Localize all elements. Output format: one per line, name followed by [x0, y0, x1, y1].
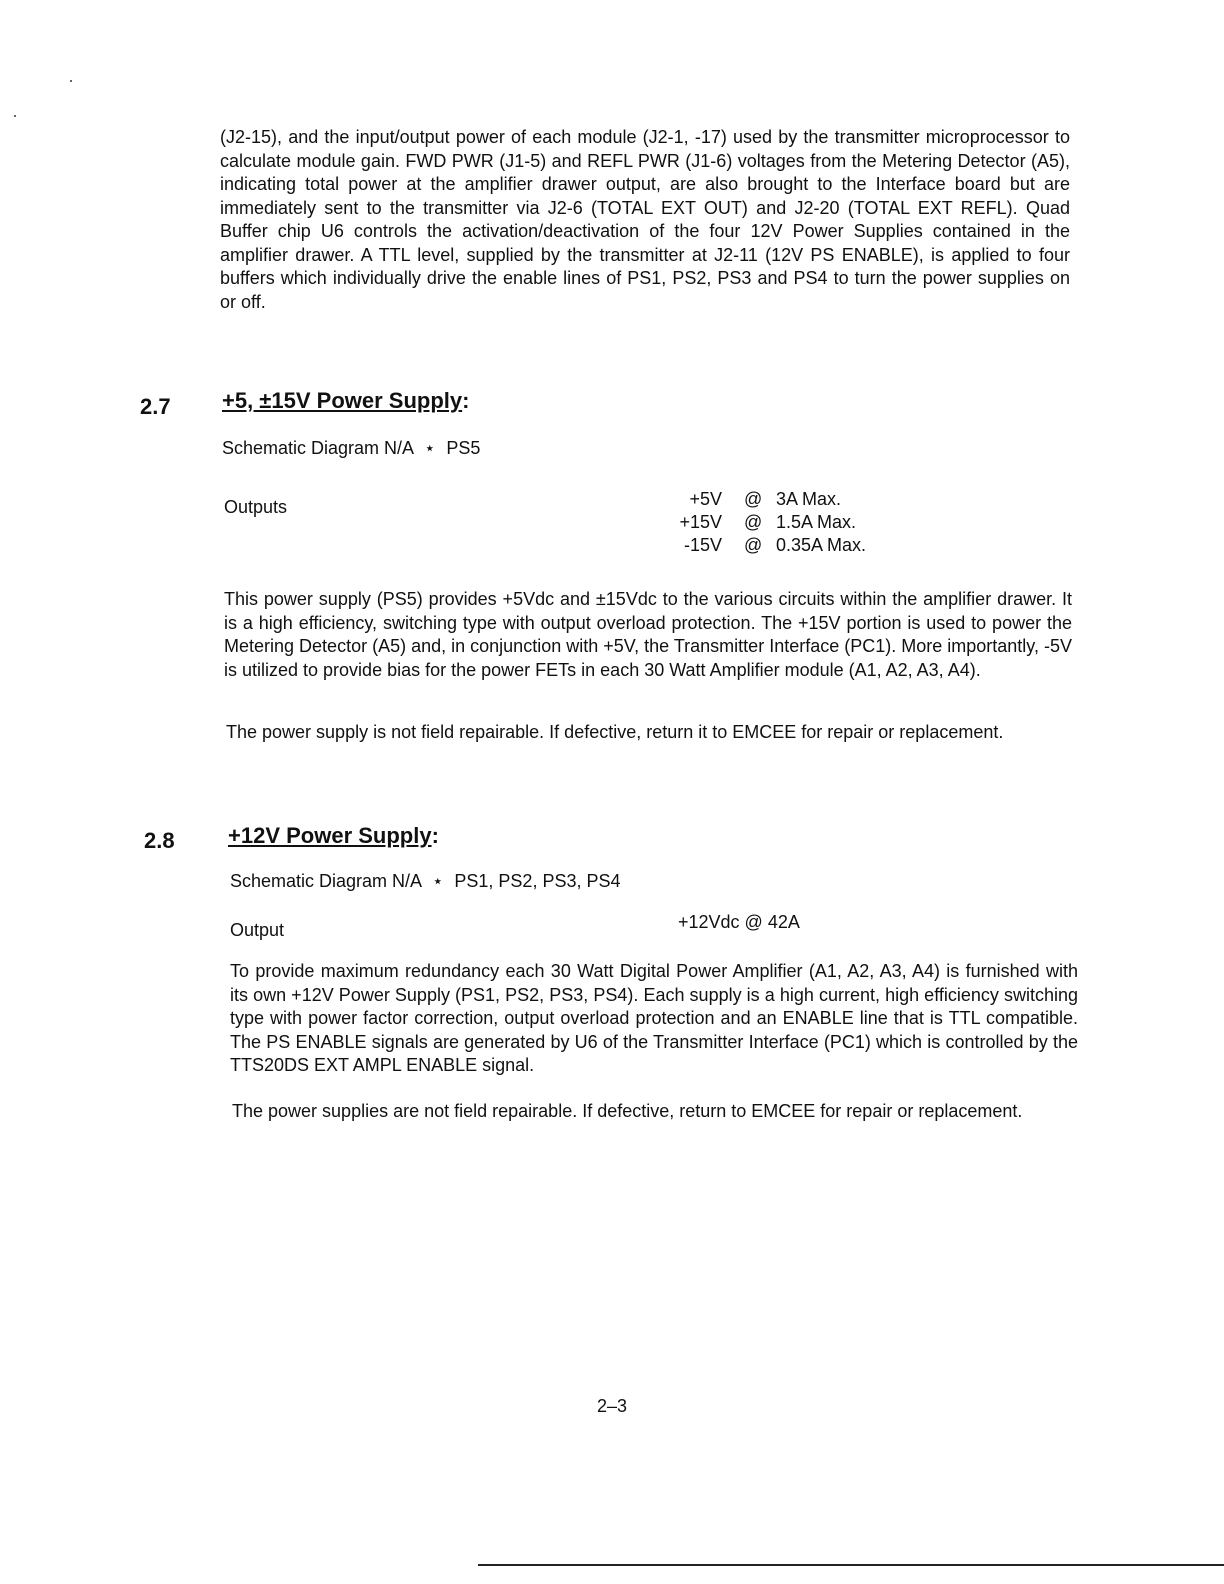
schematic-label: Schematic Diagram N/A	[222, 438, 414, 458]
output-label: Output	[230, 920, 285, 940]
section-title	[222, 388, 469, 414]
section-title-colon: :	[462, 388, 470, 413]
ps5-repair-note: The power supply is not field repairable. If defective, return it to EMCEE for repair or replacement.	[226, 722, 1004, 742]
at-sign: @	[744, 535, 763, 555]
bottom-rule	[478, 1564, 1224, 1566]
section-title	[228, 823, 439, 849]
scan-speck	[14, 115, 16, 117]
schematic-ref: PS1, PS2, PS3, PS4	[454, 871, 621, 891]
schematic-line	[230, 871, 621, 892]
output-voltage: +15V	[679, 512, 722, 532]
section-title-text: +12V Power Supply	[228, 823, 432, 848]
output-row	[660, 512, 722, 535]
output-current: 3A Max.	[776, 489, 842, 509]
at-sign: @	[744, 489, 763, 509]
ps1-4-description: To provide maximum redundancy each 30 Watt Digital Power Amplifier (A1, A2, A3, A4) is furnished with its own +12V Power Supply (PS1, PS2, PS3, PS4). Each supply is a high current, high efficiency switching type with power factor correction, output overload protection and an ENABLE line that is TTL compatible. The PS ENABLE signals are generated by U6 of the Transmitter Interface (PC1) which is controlled by the TTS20DS EXT AMPL ENABLE signal.	[230, 961, 1078, 1075]
schematic-label: Schematic Diagram N/A	[230, 871, 422, 891]
section-number: 2.7	[140, 394, 171, 419]
star-icon: ⋆	[424, 438, 436, 458]
output-value: +12Vdc @ 42A	[678, 912, 800, 932]
schematic-line	[222, 438, 480, 459]
intro-paragraph: (J2-15), and the input/output power of each module (J2-1, -17) used by the transmitter microprocessor to calculate module gain. FWD PWR (J1-5) and REFL PWR (J1-6) voltages from the Metering Detector (A5), indicating total power at the amplifier drawer output, are also brought to the Interface board but are immediately sent to the transmitter via J2-6 (TOTAL EXT OUT) and J2-20 (TOTAL EXT REFL). Quad Buffer chip U6 controls the activation/deactivation of the four 12V Power Supplies contained in the amplifier drawer. A TTL level, supplied by the transmitter at J2-11 (12V PS ENABLE), is applied to four buffers which individually drive the enable lines of PS1, PS2, PS3 and PS4 to turn the power supplies on or off.	[220, 127, 1070, 312]
at-sign: @	[744, 512, 763, 532]
ps5-description-block	[224, 588, 1072, 682]
ps5-description: This power supply (PS5) provides +5Vdc and ±15Vdc to the various circuits within the amplifier drawer. It is a high efficiency, switching type with output overload protection. The +15V portion is used to power the Metering Detector (A5) and, in conjunction with +5V, the Transmitter Interface (PC1). More importantly, -5V is utilized to provide bias for the power FETs in each 30 Watt Amplifier module (A1, A2, A3, A4).	[224, 589, 1072, 680]
output-row	[660, 489, 722, 512]
output-current: 1.5A Max.	[776, 512, 857, 532]
ps1-4-repair-note: The power supplies are not field repairable. If defective, return to EMCEE for repair or replacement.	[232, 1101, 1023, 1121]
ps1-4-description-block	[230, 960, 1078, 1078]
schematic-ref: PS5	[446, 438, 481, 458]
output-current: 0.35A Max.	[776, 535, 867, 555]
output-row-current	[744, 512, 904, 535]
output-voltage: +5V	[689, 489, 722, 509]
output-row-current	[744, 535, 904, 558]
output-row	[660, 535, 722, 558]
intro-paragraph-block	[220, 126, 1070, 314]
outputs-label: Outputs	[224, 497, 288, 517]
star-icon: ⋆	[432, 871, 444, 891]
section-number: 2.8	[144, 828, 175, 853]
output-voltage: -15V	[683, 535, 722, 555]
section-title-text: +5, ±15V Power Supply	[222, 388, 463, 413]
section-title-colon: :	[431, 823, 439, 848]
scan-speck	[70, 80, 72, 82]
ps1-4-repair-block	[232, 1100, 1080, 1124]
output-row-current	[744, 489, 904, 512]
page-number: 2–3	[596, 1396, 628, 1416]
